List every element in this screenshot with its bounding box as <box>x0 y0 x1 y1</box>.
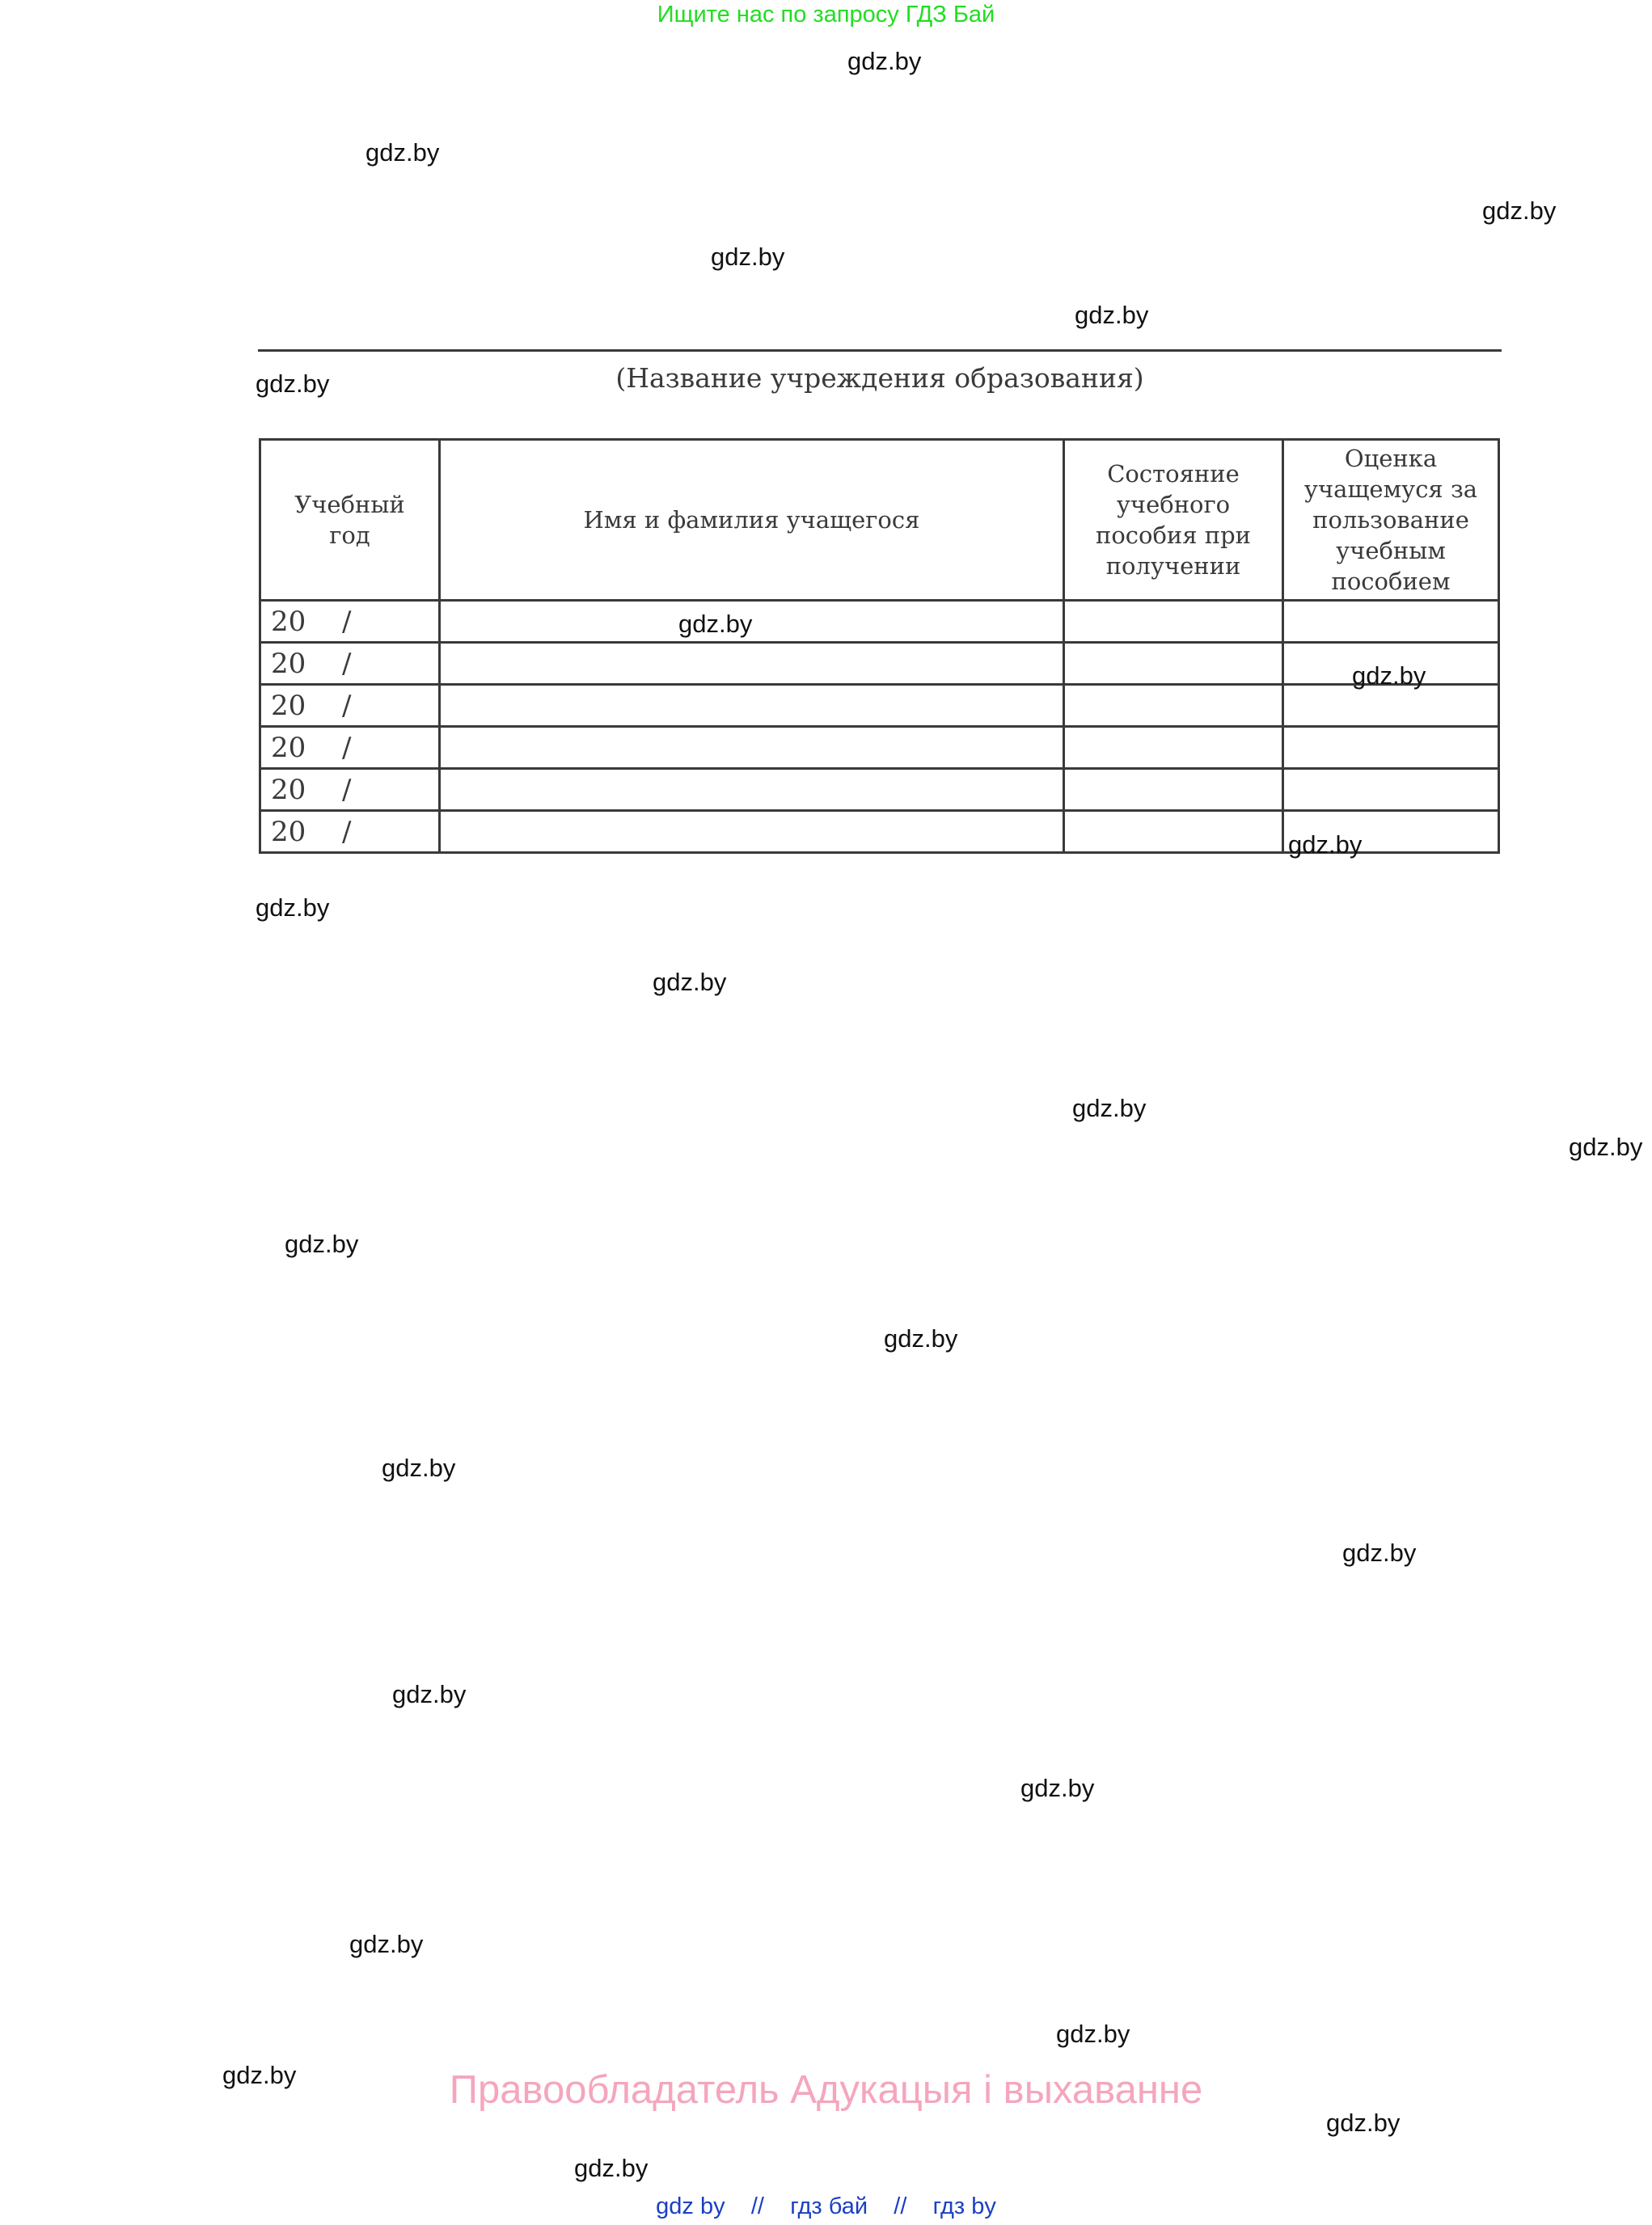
footer-link[interactable]: гдз by <box>932 2193 996 2219</box>
institution-caption: (Название учреждения образования) <box>615 362 1144 394</box>
top-banner: Ищите нас по запросу ГДЗ Бай <box>657 2 995 27</box>
watermark: gdz.by <box>1342 1539 1417 1567</box>
year-prefix: 20 <box>271 815 306 848</box>
watermark: gdz.by <box>1288 830 1363 859</box>
footer-separator: // <box>750 2193 764 2219</box>
student-name-cell <box>440 685 1064 727</box>
watermark: gdz.by <box>1020 1774 1095 1802</box>
watermark: gdz.by <box>256 369 330 398</box>
header-student-name: Имя и фамилия учащегося <box>440 440 1064 601</box>
footer-link[interactable]: gdz by <box>656 2193 725 2219</box>
watermark: gdz.by <box>1482 196 1557 225</box>
watermark: gdz.by <box>1352 661 1426 690</box>
condition-cell <box>1064 727 1283 769</box>
watermark: gdz.by <box>392 1680 467 1708</box>
year-slash: / <box>342 773 352 806</box>
table-row <box>260 769 1499 811</box>
condition-cell <box>1064 811 1283 853</box>
footer-links <box>0 2193 1652 2220</box>
table-row <box>260 727 1499 769</box>
student-name-cell <box>440 727 1064 769</box>
footer-link[interactable]: гдз бай <box>790 2193 868 2219</box>
student-name-cell <box>440 643 1064 685</box>
watermark: gdz.by <box>349 1930 424 1958</box>
watermark: gdz.by <box>847 47 922 75</box>
school-year-cell <box>260 811 440 853</box>
year-slash: / <box>342 647 352 680</box>
year-prefix: 20 <box>271 773 306 806</box>
watermark: gdz.by <box>1075 301 1149 329</box>
year-prefix: 20 <box>271 605 306 638</box>
watermark: gdz.by <box>1056 2020 1130 2048</box>
grade-cell <box>1283 685 1499 727</box>
watermark: gdz.by <box>285 1230 359 1258</box>
watermark: gdz.by <box>256 893 330 922</box>
school-year-cell <box>260 769 440 811</box>
grade-cell <box>1283 727 1499 769</box>
year-prefix: 20 <box>271 689 306 722</box>
condition-cell <box>1064 769 1283 811</box>
grade-cell <box>1283 601 1499 643</box>
watermark: gdz.by <box>574 2154 649 2182</box>
watermark: gdz.by <box>884 1324 958 1353</box>
year-prefix: 20 <box>271 731 306 764</box>
watermark: gdz.by <box>653 968 727 996</box>
table-row <box>260 685 1499 727</box>
school-year-cell <box>260 685 440 727</box>
watermark: gdz.by <box>365 138 440 167</box>
watermark: gdz.by <box>222 2061 297 2089</box>
watermark: gdz.by <box>382 1454 456 1482</box>
table-row <box>260 601 1499 643</box>
watermark: gdz.by <box>1072 1094 1147 1122</box>
student-name-cell <box>440 769 1064 811</box>
condition-cell <box>1064 643 1283 685</box>
header-school-year: Учебный год <box>260 440 440 601</box>
copyright-notice: Правообладатель Адукацыя і выхаванне <box>449 2068 1203 2112</box>
year-slash: / <box>342 815 352 848</box>
condition-cell <box>1064 601 1283 643</box>
watermark: gdz.by <box>1326 2109 1401 2137</box>
year-prefix: 20 <box>271 647 306 680</box>
footer-separator: // <box>894 2193 907 2219</box>
grade-cell <box>1283 769 1499 811</box>
header-student-grade: Оценка учащемуся за пользование учебным пособием <box>1283 440 1499 601</box>
table-header-row <box>260 440 1499 601</box>
year-slash: / <box>342 731 352 764</box>
student-name-cell <box>440 811 1064 853</box>
textbook-usage-table <box>259 438 1500 854</box>
school-year-cell <box>260 601 440 643</box>
watermark: gdz.by <box>1569 1133 1643 1161</box>
school-year-cell <box>260 643 440 685</box>
year-slash: / <box>342 689 352 722</box>
condition-cell <box>1064 685 1283 727</box>
school-year-cell <box>260 727 440 769</box>
institution-name-line <box>258 349 1502 352</box>
table-row <box>260 643 1499 685</box>
year-slash: / <box>342 605 352 638</box>
watermark: gdz.by <box>711 243 785 271</box>
watermark: gdz.by <box>678 610 753 638</box>
header-textbook-condition: Состояние учебного пособия при получении <box>1064 440 1283 601</box>
